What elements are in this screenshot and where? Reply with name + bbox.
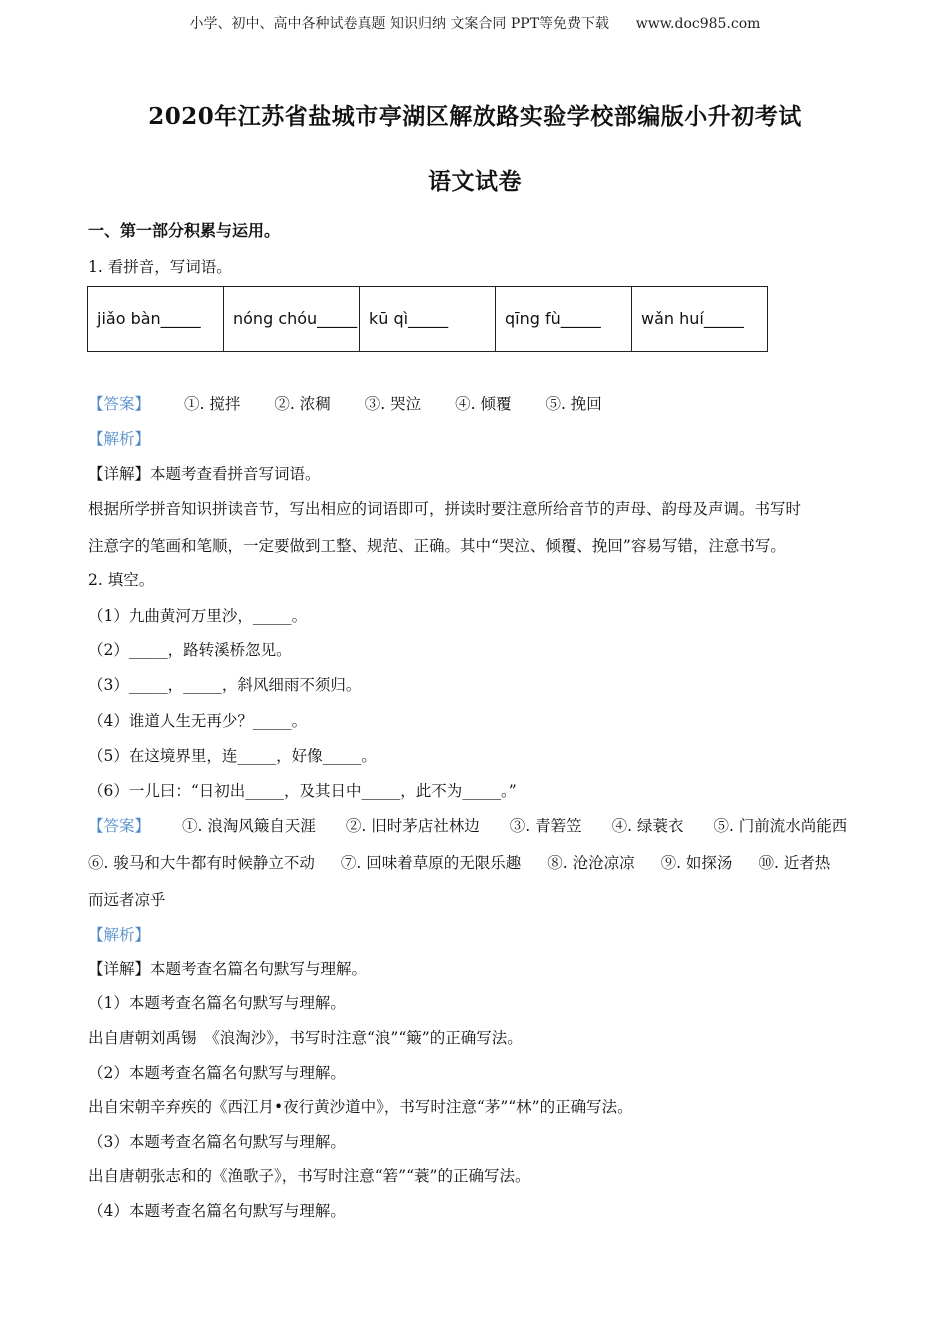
answer-item: ⑤. 挽回: [545, 395, 602, 413]
explanation-text: 注意字的笔画和笔顺，一定要做到工整、规范、正确。其中“哭泣、倾覆、挽回”容易写错，注意书写。: [88, 537, 786, 555]
q2-answer-row: [88, 851, 830, 873]
answer-item: ⑤. 门前流水尚能西: [713, 817, 848, 835]
pinyin-cell: jiǎo bàn_____: [88, 287, 224, 352]
answer-item: ⑥. 骏马和大牛都有时候静立不动: [88, 854, 315, 872]
answer-item: ②. 旧时茅店社林边: [345, 817, 480, 835]
answer-item: ④. 绿蓑衣: [611, 817, 684, 835]
answer-continuation: 而远者凉乎: [88, 891, 166, 909]
detail-text: 【详解】本题考查看拼音写词语。: [88, 465, 321, 483]
analysis-label: 【解析】: [88, 926, 151, 944]
q1-answer-row: [88, 392, 602, 414]
note-line: （3）本题考查名篇名句默写与理解。: [88, 1133, 346, 1151]
answer-label: 【答案】: [88, 395, 151, 413]
q2-answer-row: [88, 814, 847, 836]
fill-item: （3）_____，_____，斜风细雨不须归。: [88, 676, 362, 694]
note-line: 出自唐朝张志和的《渔歌子》，书写时注意“箬”“蓑”的正确写法。: [88, 1167, 531, 1185]
page-header: 小学、初中、高中各种试卷真题 知识归纳 文案合同 PPT等免费下载 www.doc985.com: [189, 16, 761, 32]
answer-label: 【答案】: [88, 817, 151, 835]
answer-item: ⑧. 沧沧凉凉: [547, 854, 635, 872]
note-line: 出自唐朝刘禹锡 《浪淘沙》，书写时注意“浪”“簸”的正确写法。: [88, 1029, 523, 1047]
note-line: （4）本题考查名篇名句默写与理解。: [88, 1202, 346, 1220]
exam-subtitle: 语文试卷: [428, 168, 522, 195]
fill-item: （5）在这境界里，连_____，好像_____。: [88, 747, 377, 765]
answer-item: ①. 搅拌: [184, 395, 241, 413]
note-line: （2）本题考查名篇名句默写与理解。: [88, 1064, 346, 1082]
pinyin-cell: nóng chóu_____: [224, 287, 360, 352]
fill-item: （4）谁道人生无再少？_____。: [88, 712, 308, 730]
analysis-label: 【解析】: [88, 430, 151, 448]
answer-item: ③. 青箬笠: [509, 817, 582, 835]
answer-item: ③. 哭泣: [364, 395, 422, 413]
answer-item: ⑨. 如探汤: [660, 854, 733, 872]
pinyin-cell: qīng fù_____: [496, 287, 632, 352]
explanation-text: 根据所学拼音知识拼读音节，写出相应的词语即可，拼读时要注意所给音节的声母、韵母及声调。书写时: [88, 500, 802, 518]
detail-text: 【详解】本题考查名篇名句默写与理解。: [88, 960, 368, 978]
question-2-prompt: 2. 填空。: [88, 571, 155, 589]
exam-title: 2020年江苏省盐城市亭湖区解放路实验学校部编版小升初考试: [148, 103, 802, 130]
pinyin-cell: wǎn huí_____: [632, 287, 768, 352]
pinyin-cell: kū qì_____: [360, 287, 496, 352]
note-line: 出自宋朝辛弃疾的《西江月•夜行黄沙道中》，书写时注意“茅”“林”的正确写法。: [88, 1098, 633, 1116]
answer-item: ④. 倾覆: [455, 395, 512, 413]
pinyin-table: [87, 286, 768, 352]
answer-item: ⑩. 近者热: [758, 854, 831, 872]
note-line: （1）本题考查名篇名句默写与理解。: [88, 994, 346, 1012]
fill-item: （2）_____，路转溪桥忽见。: [88, 641, 292, 659]
fill-item: （1）九曲黄河万里沙，_____。: [88, 607, 308, 625]
answer-item: ②. 浓稠: [274, 395, 331, 413]
answer-item: ⑦. 回味着草原的无限乐趣: [340, 854, 522, 872]
question-1-prompt: 1. 看拼音，写词语。: [88, 258, 232, 276]
answer-item: ①. 浪淘风簸自天涯: [182, 817, 316, 835]
section-heading: 一、第一部分积累与运用。: [88, 221, 281, 240]
fill-item: （6）一儿曰：“日初出_____，及其日中_____，此不为_____。”: [88, 782, 517, 800]
